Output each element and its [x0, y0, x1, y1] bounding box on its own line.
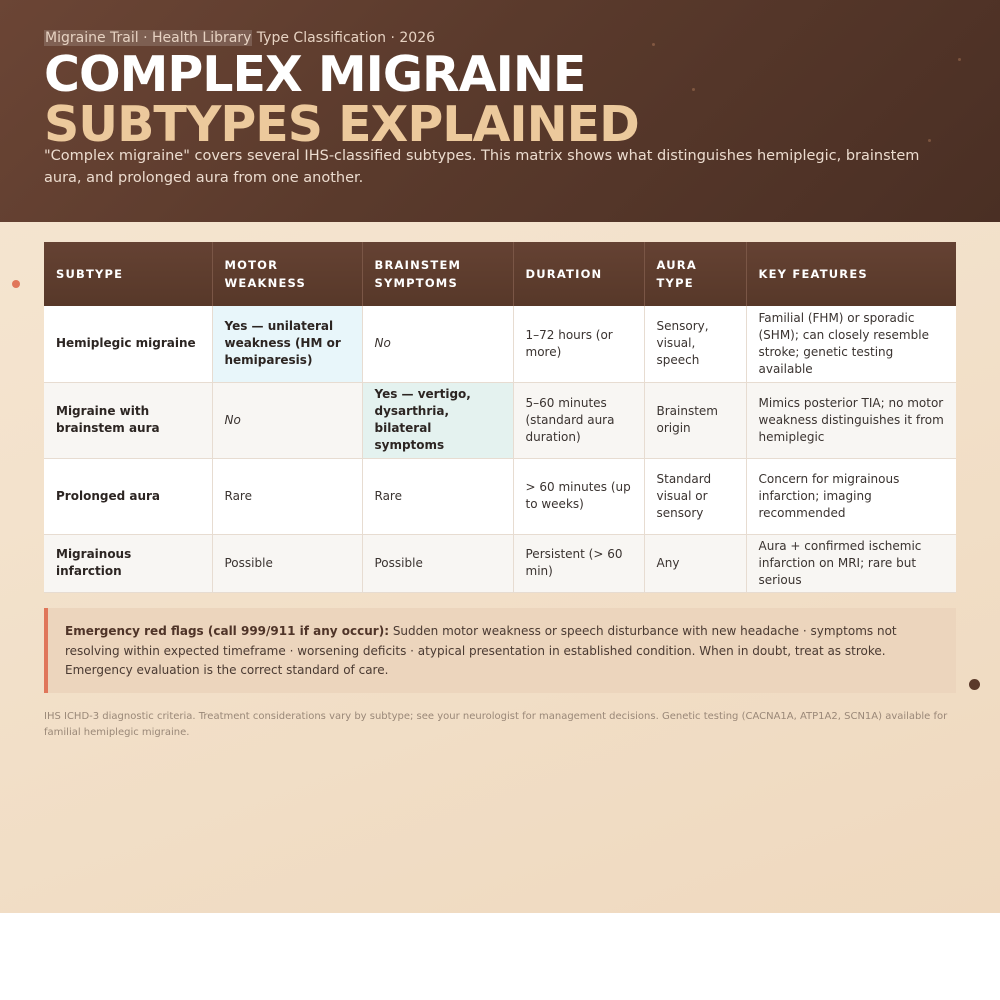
page-title: [44, 46, 639, 153]
cell-aura-type: Brainstem origin: [644, 382, 746, 458]
decor-dot: [958, 58, 961, 61]
column-header-aura-type: AURA TYPE: [644, 242, 746, 306]
cell-key-features: Aura + confirmed ischemic infarction on MRI; rare but serious: [746, 534, 956, 592]
cell-brainstem-symptoms: Possible: [362, 534, 513, 592]
cell-brainstem-symptoms: No: [362, 306, 513, 382]
cell-brainstem-symptoms: Yes — vertigo, dysarthria, bilateral symptoms: [362, 382, 513, 458]
emergency-alert-label: Emergency red flags (call 999/911 if any occur):: [65, 624, 389, 638]
cell-aura-type: Any: [644, 534, 746, 592]
subtype-matrix-table: [44, 242, 956, 593]
cell-duration: 1–72 hours (or more): [513, 306, 644, 382]
cell-subtype: Prolonged aura: [44, 458, 212, 534]
cell-aura-type: Sensory, visual, speech: [644, 306, 746, 382]
column-header-subtype: SUBTYPE: [44, 242, 212, 306]
cell-motor-weakness: Possible: [212, 534, 362, 592]
cell-subtype: Migrainous infarction: [44, 534, 212, 592]
cell-subtype: Migraine with brainstem aura: [44, 382, 212, 458]
cell-key-features: Mimics posterior TIA; no motor weakness distinguishes it from hemiplegic: [746, 382, 956, 458]
cell-brainstem-symptoms: Rare: [362, 458, 513, 534]
page-subtitle: "Complex migraine" covers several IHS-classified subtypes. This matrix shows what distinguishes hemiplegic, brainstem aura, and prolonged aura from one another.: [44, 148, 920, 186]
cell-motor-weakness: Yes — unilateral weakness (HM or hemiparesis): [212, 306, 362, 382]
table-row: [44, 382, 956, 458]
page-title-line2: SUBTYPES EXPLAINED: [44, 96, 639, 153]
cell-aura-type: Standard visual or sensory: [644, 458, 746, 534]
cell-motor-weakness: No: [212, 382, 362, 458]
table-header-row: [44, 242, 956, 306]
table-row: [44, 534, 956, 592]
decor-dot-left: [12, 280, 20, 288]
table-row: [44, 458, 956, 534]
emergency-alert-box: [44, 608, 956, 693]
decor-dot: [652, 43, 655, 46]
column-header-brainstem-symptoms: BRAINSTEM SYMPTOMS: [362, 242, 513, 306]
column-header-key-features: KEY FEATURES: [746, 242, 956, 306]
cell-subtype: Hemiplegic migraine: [44, 306, 212, 382]
emergency-alert-body: Sudden motor weakness or speech disturbance with new headache · symptoms not resolving within expected timeframe · worsening deficits · atypical presentation in established condition. When in doubt, treat as stroke. Emergency evaluation is the correct standard of care.: [65, 624, 897, 677]
table-row: [44, 306, 956, 382]
cell-duration: > 60 minutes (up to weeks): [513, 458, 644, 534]
hero-banner: [0, 0, 1000, 222]
decor-dot-right: [969, 679, 980, 690]
breadcrumb: [44, 28, 435, 48]
breadcrumb-site[interactable]: Migraine Trail · Health Library: [45, 30, 252, 46]
cell-key-features: Familial (FHM) or sporadic (SHM); can closely resemble stroke; genetic testing available: [746, 306, 956, 382]
page-title-line1: COMPLEX MIGRAINE: [44, 46, 586, 103]
column-header-motor-weakness: MOTOR WEAKNESS: [212, 242, 362, 306]
cell-duration: 5–60 minutes (standard aura duration): [513, 382, 644, 458]
cell-duration: Persistent (> 60 min): [513, 534, 644, 592]
cell-key-features: Concern for migrainous infarction; imaging recommended: [746, 458, 956, 534]
breadcrumb-section: Type Classification · 2026: [252, 30, 436, 46]
cell-motor-weakness: Rare: [212, 458, 362, 534]
footnote: IHS ICHD-3 diagnostic criteria. Treatment considerations vary by subtype; see your neurologist for management decisions. Genetic testing (CACNA1A, ATP1A2, SCN1A) available for familial hemiplegic migraine.: [44, 711, 948, 738]
decor-dot: [928, 139, 931, 142]
column-header-duration: DURATION: [513, 242, 644, 306]
decor-dot: [692, 88, 695, 91]
emergency-alert-text: [65, 622, 938, 681]
